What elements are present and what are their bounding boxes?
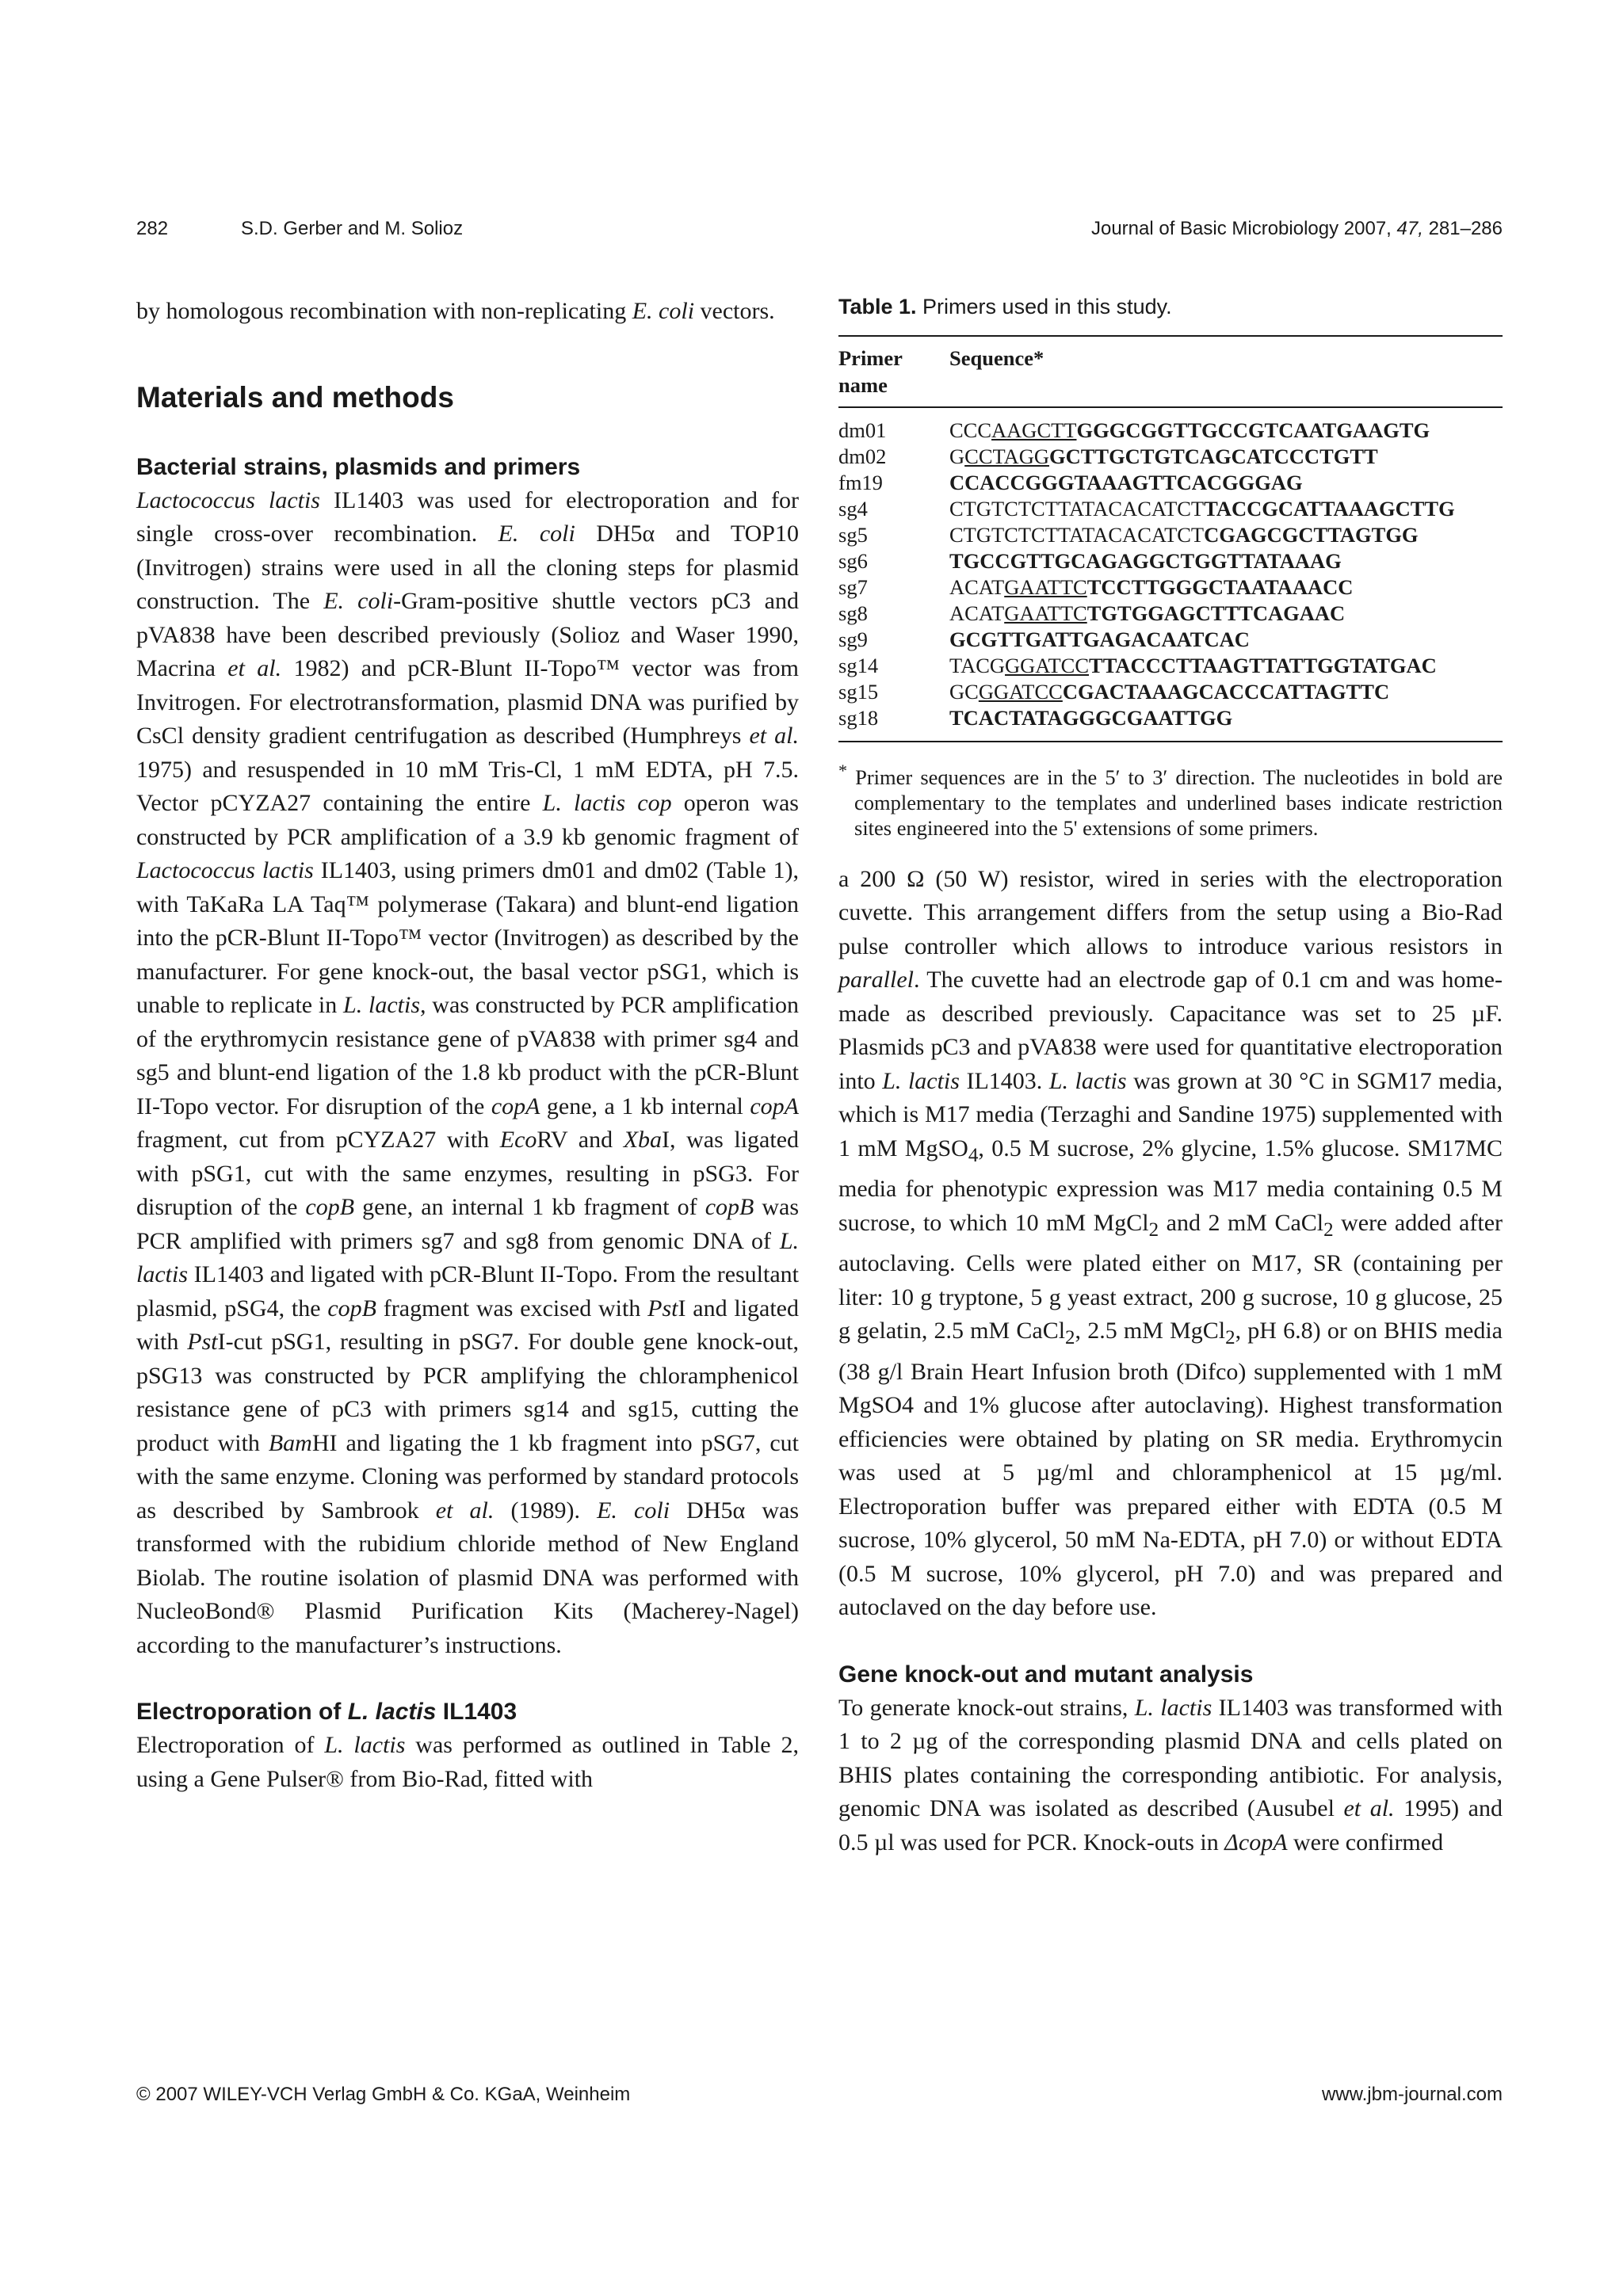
left-column (136, 295, 799, 1796)
primer-name: sg8 (838, 601, 868, 625)
table-row (838, 548, 1503, 574)
table-footnote: * Primer sequences are in the 5′ to 3′ direction. The nucleotides in bold are complementary to the templates and underlined bases indicate restriction sites engineered into the 5' extensions of some primers. (838, 761, 1503, 840)
running-authors: S.D. Gerber and M. Solioz (241, 218, 464, 239)
electroporation-paragraph-continued: a 200 Ω (50 W) resistor, wired in series with the electroporation cuvette. This arrangement differs from the setup using a Bio-Rad pulse controller which allows to introduce various resistors in parallel. The cuvette had an electrode gap of 0.1 cm and was home-made as described previously. Capacitance was set to 25 µF. Plasmids pC3 and pVA838 were used for quantitative electroporation into L. lactis IL1403. L. lactis was grown at 30 °C in SGM17 media, which is M17 media (Terzaghi and Sandine 1975) supplemented with 1 mM MgSO$_4$, 0.5 M sucrose, 2% glycine, 1.5% glucose. SM17MC media for phenotypic expression was M17 media containing 0.5 M sucrose, to which 10 mM MgCl$_2$ and 2 mM CaCl$_2$ were added after autoclaving. Cells were plated either on M17, SR (containing per liter: 10 g tryptone, 5 g yeast extract, 200 g sucrose, 10 g glucose, 25 g gelatin, 2.5 mM CaCl$_2$, 2.5 mM MgCl$_2$, pH 6.8) or on BHIS media (38 g/l Brain Heart Infusion broth (Difco) supplemented with 1 mM MgSO4 and 1% glucose after autoclaving). Highest transformation efficiencies were obtained by plating on SR media. Erythromycin was used at 5 µg/ml and chloramphenicol at 15 µg/ml. Electroporation buffer was prepared either with EDTA (0.5 M sucrose, 10% glycerol, 50 mM Na-EDTA, pH 7.0) or without EDTA (0.5 M sucrose, 10% glycerol, pH 7.0) and was prepared and autoclaved on the day before use. (838, 865, 1503, 1621)
col-header-primer-name: Primer name (838, 336, 949, 407)
primer-sequence: CTGTCTCTTATACACATCTCGAGCGCTTAGTGG (949, 523, 1419, 547)
primer-name: sg14 (838, 654, 879, 677)
primers-table (838, 335, 1503, 742)
subsection-title-bacterial: Bacterial strains, plasmids and primers (136, 453, 581, 480)
table-row (838, 444, 1503, 470)
primer-sequence: CCACCGGGTAAAGTTCACGGGAG (949, 471, 1303, 494)
copyright-notice: © 2007 WILEY-VCH Verlag GmbH & Co. KGaA, Weinheim (136, 2084, 631, 2105)
primer-name: sg5 (838, 523, 868, 547)
section-title-materials: Materials and methods (136, 380, 454, 414)
table-header-row (838, 336, 1503, 407)
journal-website-link[interactable]: www.jbm-journal.com (1321, 2084, 1503, 2105)
primer-name: sg9 (838, 627, 868, 651)
primer-sequence: ACATGAATTCTGTGGAGCTTTCAGAAC (949, 601, 1346, 625)
journal-volume: 47, (1396, 218, 1423, 239)
running-header (136, 218, 1503, 250)
primer-sequence: CTGTCTCTTATACACATCTTACCGCATTAAAGCTTG (949, 497, 1455, 521)
table-row (838, 470, 1503, 496)
primer-sequence: TCACTATAGGGCGAATTGG (949, 705, 1503, 742)
primer-sequence: TACGGGATCCTTACCCTTAAGTTATTGGTATGAC (949, 654, 1437, 677)
table-row (838, 601, 1503, 627)
knockout-paragraph: To generate knock-out strains, L. lactis IL1403 was transformed with 1 to 2 µg of the corresponding plasmid DNA and cells plated on BHIS plates containing the corresponding antibiotic. For analysis, genomic DNA was isolated as described (Ausubel et al. 1995) and 0.5 µl was used for PCR. Knock-outs in ΔcopA were confirmed (838, 1694, 1503, 1855)
primer-name: dm01 (838, 418, 887, 442)
table-row (838, 522, 1503, 548)
table-row (838, 653, 1503, 679)
bacterial-paragraph: Lactococcus lactis IL1403 was used for electroporation and for single cross-over recombination. E. coli DH5α and TOP10 (Invitrogen) strains were used in all the cloning steps for plasmid construction. The E. coli-Gram-positive shuttle vectors pC3 and pVA838 have been described previously (Solioz and Waser 1990, Macrina et al. 1982) and pCR-Blunt II-Topo™ vector was from Invitrogen. For electrotransformation, plasmid DNA was purified by CsCl density gradient centrifugation as described (Humphreys et al. 1975) and resuspended in 10 mM Tris-Cl, 1 mM EDTA, pH 7.5. Vector pCYZA27 containing the entire L. lactis cop operon was constructed by PCR amplification of a 3.9 kb genomic fragment of Lactococcus lactis IL1403, using primers dm01 and dm02 (Table 1), with TaKaRa LA Taq™ polymerase (Takara) and blunt-end ligation into the pCR-Blunt II-Topo™ vector (Invitrogen) as described by the manufacturer. For gene knock-out, the basal vector pSG1, which is unable to replicate in L. lactis, was constructed by PCR amplification of the erythromycin resistance gene of pVA838 with primer sg4 and sg5 and blunt-end ligation of the 1.8 kb product with the pCR-Blunt II-Topo vector. For disruption of the copA gene, a 1 kb internal copA fragment, cut from pCYZA27 with EcoRV and XbaI, was ligated with pSG1, cut with the same enzymes, resulting in pSG3. For disruption of the copB gene, an internal 1 kb fragment of copB was PCR amplified with primers sg7 and sg8 from genomic DNA of L. lactis IL1403 and ligated with pCR-Blunt II-Topo. From the resultant plasmid, pSG4, the copB fragment was excised with PstI and ligated with PstI-cut pSG1, resulting in pSG7. For double gene knock-out, pSG13 was constructed by PCR amplifying the chloramphenicol resistance gene of pC3 with primers sg14 and sg15, cutting the product with BamHI and ligating the 1 kb fragment into pSG7, cut with the same enzyme. Cloning was performed by standard protocols as described by Sambrook et al. (1989). E. coli DH5α was transformed with the rubidium chloride method of New England Biolab. The routine isolation of plasmid DNA was performed with NucleoBond® Plasmid Purification Kits (Macherey-Nagel) according to the manufacturer’s instructions. (136, 486, 800, 1658)
table-body (838, 407, 1503, 742)
primer-name: sg15 (838, 680, 879, 704)
primer-sequence: CCCAAGCTTGGGCGGTTGCCGTCAATGAAGTG (949, 418, 1430, 442)
table-row (838, 679, 1503, 705)
primer-name: fm19 (838, 471, 883, 494)
primer-sequence: GCCTAGGGCTTGCTGTCAGCATCCCTGTT (949, 444, 1378, 468)
table-row (838, 627, 1503, 653)
primer-name: sg6 (838, 549, 868, 573)
journal-pages: 281–286 (1428, 218, 1503, 239)
primer-name: sg7 (838, 575, 868, 599)
primer-sequence: GCGGATCCCGACTAAAGCACCCATTAGTTC (949, 680, 1390, 704)
running-journal (1091, 218, 1503, 240)
primer-name: dm02 (838, 444, 887, 468)
primer-sequence: TGCCGTTGCAGAGGCTGGTTATAAAG (949, 549, 1342, 573)
primer-sequence: GCGTTGATTGAGACAATCAC (949, 627, 1250, 651)
table-caption: Table 1. Primers used in this study. (838, 295, 1172, 318)
col-header-sequence: Sequence* (949, 336, 1503, 407)
subsection-title-electroporation: Electroporation of L. lactis IL1403 (136, 1699, 517, 1725)
table-row (838, 407, 1503, 444)
table-row (838, 496, 1503, 522)
table-row (838, 705, 1503, 742)
table-row (838, 574, 1503, 601)
primer-sequence: ACATGAATTCTCCTTGGGCTAATAAACC (949, 575, 1354, 599)
journal-name: Journal of Basic Microbiology 2007, (1090, 218, 1392, 239)
primer-name: sg4 (838, 497, 868, 521)
intro-tail-paragraph: by homologous recombination with non-replicating E. coli vectors. (136, 298, 775, 324)
page-footer (136, 2084, 1503, 2115)
right-column (838, 295, 1503, 1859)
electroporation-paragraph: Electroporation of L. lactis was performed as outlined in Table 2, using a Gene Pulser® from Bio-Rad, fitted with (136, 1732, 799, 1792)
page-number: 282 (136, 218, 169, 239)
table-label: Table 1. (838, 295, 917, 318)
subsection-title-knockout: Gene knock-out and mutant analysis (838, 1661, 1254, 1688)
primer-name: sg18 (838, 705, 949, 742)
